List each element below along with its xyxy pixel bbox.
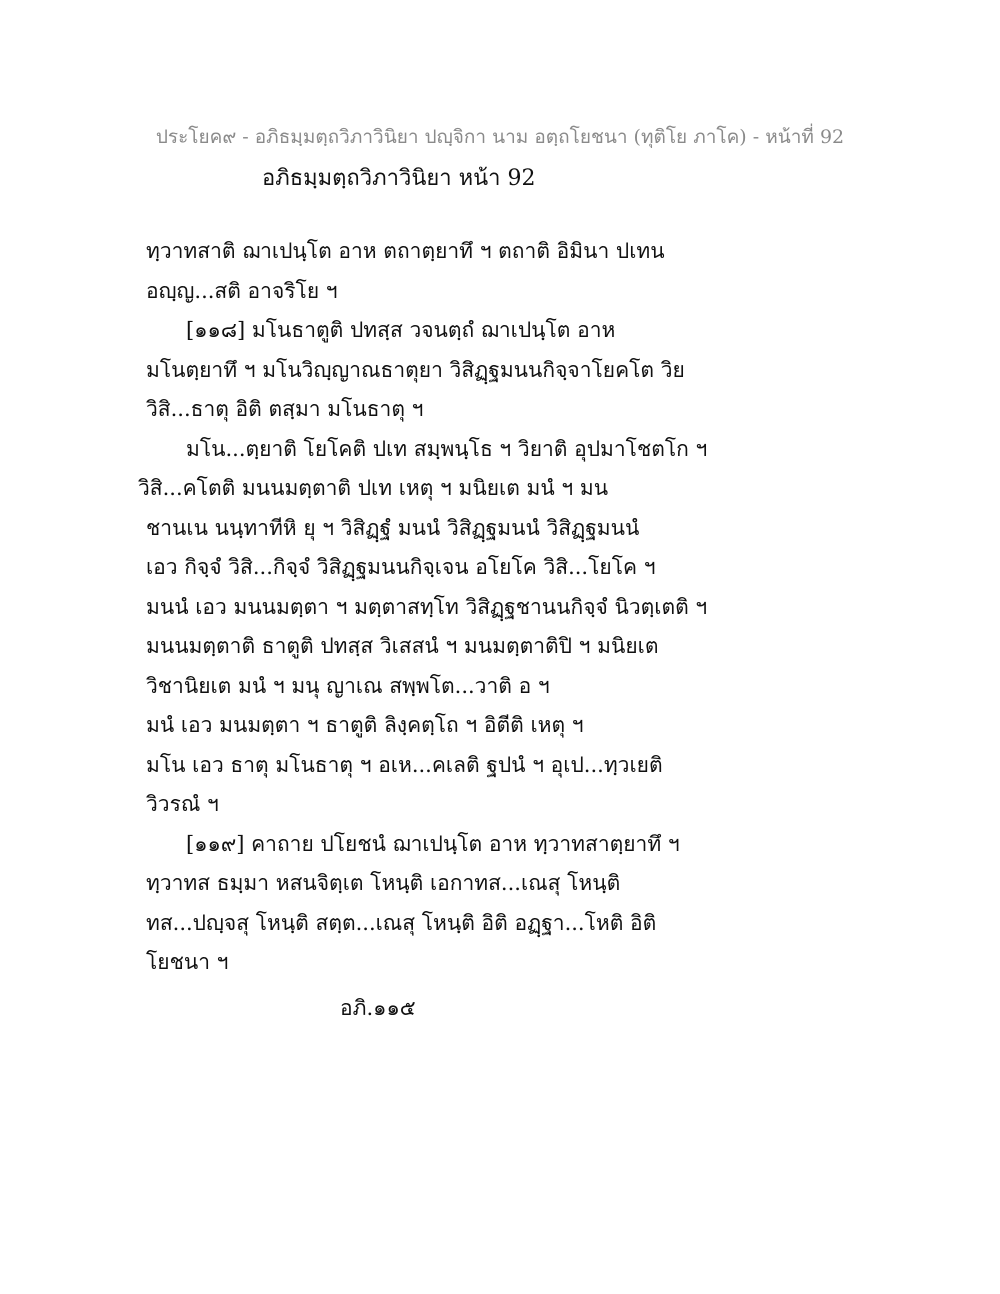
text-line: ทส...ปญฺจสุ โหนฺติ สตฺต...เณสุ โหนฺติ อิติ อฏฺฐา...โหติ อิติ: [146, 910, 657, 935]
footer-page-reference: อภิ.๑๑๕: [340, 996, 416, 1020]
body-text: [138, 232, 866, 983]
running-header: ประโยค๙ - อภิธมฺมตฺถวิภาวินิยา ปญฺจิกา นาม อตฺถโยชนา (ทุติโย ภาโค) - หน้าที่ 92: [155, 126, 845, 148]
paragraph-start-line: [๑๑๙] คาถาย ปโยชนํ ฌาเปนฺโต อาห ทฺวาทสาตฺยาทึ ฯ: [186, 831, 680, 856]
text-line: มโน เอว ธาตุ มโนธาตุ ฯ อเห...คเลติ ฐปนํ ฯ อุเป...ทฺวเยติ: [146, 752, 663, 777]
paragraph-start-line: [๑๑๘] มโนธาตูติ ปทสฺส วจนตฺถํ ฌาเปนฺโต อาห: [186, 318, 616, 342]
text-line: ทฺวาทสาติ ฌาเปนฺโต อาห ตถาตฺยาทึ ฯ ตถาติ อิมินา ปเทน: [146, 239, 665, 263]
text-line: วิวรณํ ฯ: [146, 792, 219, 816]
text-line: เอว กิจฺจํ วิสิ...กิจฺจํ วิสิฏฺฐมนนกิจฺเจน อโยโค วิสิ...โยโค ฯ: [146, 555, 656, 579]
text-line: มนํ เอว มนมตฺตา ฯ ธาตูติ ลิงฺคตฺโถ ฯ อิตีติ เหตุ ฯ: [146, 713, 584, 737]
text-line: วิสิ...คโตติ มนนมตฺตาติ ปเท เหตุ ฯ มนิยเต มนํ ฯ มน: [138, 476, 609, 500]
text-line: ทฺวาทส ธมฺมา หสนจิตฺเต โหนฺติ เอกาทส...เณสุ โหนฺติ: [146, 871, 621, 895]
text-line: อญฺญ...สติ อาจริโย ฯ: [146, 278, 338, 303]
paragraph-start-line: มโน...ตฺยาติ โยโคติ ปเท สมฺพนฺโธ ฯ วิยาติ อุปมาโชตโก ฯ: [186, 436, 708, 461]
text-line: วิชานิยเต มนํ ฯ มนุ ญาเณ สพฺพโต...วาติ อ ฯ: [146, 673, 550, 698]
text-line: มนนํ เอว มนนมตฺตา ฯ มตฺตาสทฺโท วิสิฏฺฐชานนกิจฺจํ นิวตฺเตติ ฯ: [146, 594, 708, 619]
text-line: ชานเน นนฺทาทีหิ ยุ ฯ วิสิฏฺฐํ มนนํ วิสิฏฺฐมนนํ วิสิฏฺฐมนนํ: [146, 515, 640, 540]
text-line: โยชนา ฯ: [146, 950, 229, 974]
page-title: อภิธมฺมตฺถวิภาวินิยา หน้า 92: [262, 166, 536, 191]
text-line: มโนตฺยาทึ ฯ มโนวิญฺญาณธาตุยา วิสิฏฺฐมนนกิจฺจาโยคโต วิย: [146, 357, 685, 382]
text-line: วิสิ...ธาตุ อิติ ตสฺมา มโนธาตุ ฯ: [146, 397, 424, 421]
text-line: มนนมตฺตาติ ธาตูติ ปทสฺส วิเสสนํ ฯ มนมตฺตาติปิ ฯ มนิยเต: [146, 634, 659, 658]
